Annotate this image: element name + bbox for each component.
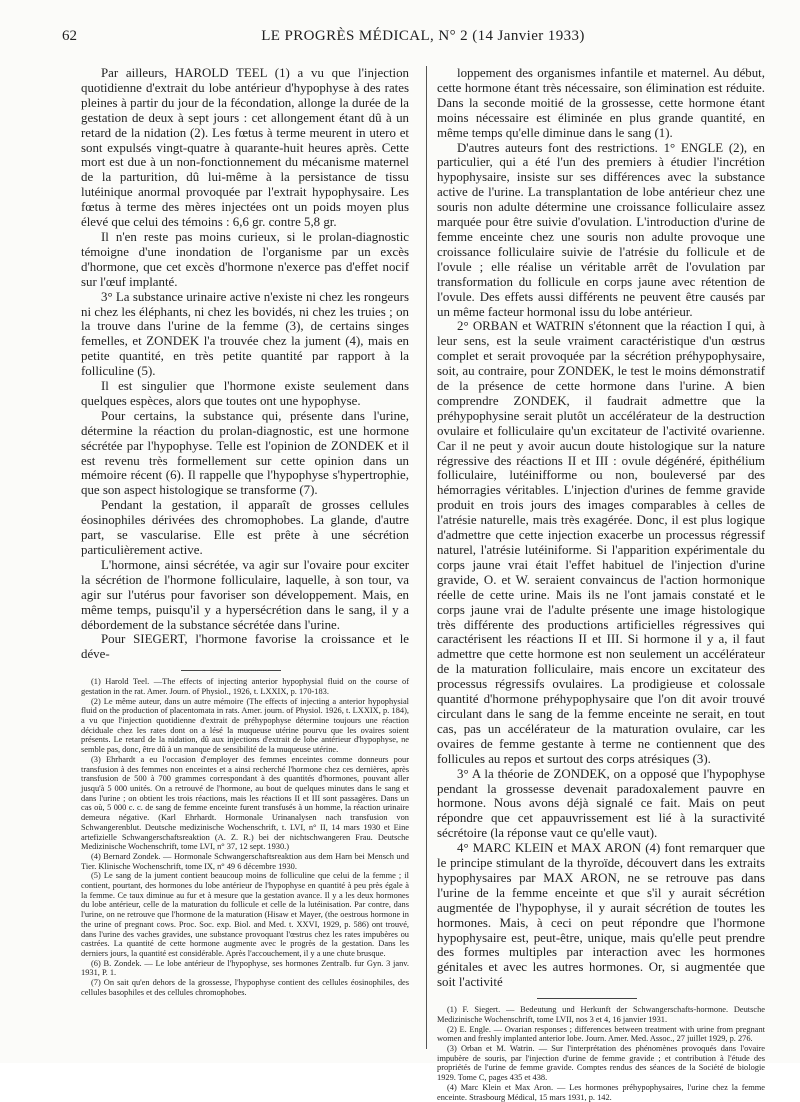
footnote: (2) E. Engle. — Ovarian responses ; differences between treatment with urine from pregnant women and freshly implanted anterior lobe. Journ. Amer. Med. Assoc., 27 juillet 1929, p. 276.	[437, 1024, 765, 1044]
paragraph: loppement des organismes infantile et maternel. Au début, cette hormone étant très nécessaire, son élimination est réduite. Dans la seconde moitié de la grossesse, cette hormone étant moins nécessaire est éliminée en plus grande quantité, en même temps qu'elle diminue dans le sang (1).	[437, 66, 765, 140]
footnote: (2) Le même auteur, dans un autre mémoire (The effects of injecting a anterior hypophysial fluid on the production of placentomata in rats. Amer. journ. of Physiol. 1926, t. LXXIX, p. 184), a vu que l'injection quotidienne d'extrait de préhypophyse détermine toujours une réaction déciduale chez les rates dont on a lésé la muqueuse utérine pourvu que les ovaires soient présents. Le retard de la nidation, dû aux injections d'extrait de lobe antérieur d'hypophyse, ne semble pas, donc, être dû à un manque de sensibilité de la muqueuse utérine.	[81, 696, 409, 755]
footnote: (4) Marc Klein et Max Aron. — Les hormones préhypophysaires, l'urine chez la femme enceinte. Strasbourg Médical, 15 mars 1931, p. 142.	[437, 1082, 765, 1102]
right-column-body	[437, 66, 765, 990]
running-title: LE PROGRÈS MÉDICAL, N° 2 (14 Janvier 1933)	[261, 28, 585, 44]
right-column	[437, 66, 765, 1102]
paragraph: Par ailleurs, HAROLD TEEL (1) a vu que l'injection quotidienne d'extrait du lobe antérieur d'hypophyse à des rates pleines à partir du jour de la fécondation, allonge la durée de la gestation de deux à sept jours : cet allongement étant dû à un retard de la nidation (2). Les fœtus à terme meurent in utero et sont expulsés vingt-quatre à quarante-huit heures après. Cette mort est due à un non-fonctionnement du mécanisme maternel de la parturition, dû lui-même à la persistance de tissu lutéinique anormal provoquée par l'extrait hypophysaire. Les fœtus à terme des mères injectées ont un poids moyen plus élevé que celui des témoins : 6,6 gr. contre 5,8 gr.	[81, 66, 409, 230]
left-footnotes	[81, 677, 409, 997]
paragraph: Il est singulier que l'hormone existe seulement dans quelques espèces, alors que toutes ont une hypophyse.	[81, 379, 409, 408]
footnote: (1) F. Siegert. — Bedeutung und Herkunft der Schwangerschafts-hormone. Deutsche Medizinische Wochenschrift, tome LVII, nos 3 et 4, 16 janvier 1931.	[437, 1005, 765, 1024]
paragraph: Pour SIEGERT, l'hormone favorise la croissance et le déve-	[81, 632, 409, 662]
paragraph: L'hormone, ainsi sécrétée, va agir sur l'ovaire pour exciter la sécrétion de l'hormone folliculaire, laquelle, à son tour, va agir sur l'utérus pour favoriser son développement. Mais, en même temps, puisqu'il y a hypersécrétion dans le sang, il y a débordement de la substance sécrétée dans l'urine.	[81, 557, 409, 632]
page-header	[62, 28, 784, 48]
footnote: (3) Ehrhardt a eu l'occasion d'employer des femmes enceintes comme donneurs pour transfusion à des femmes non enceintes et a ainsi recherché l'hormone chez ces dernières, après transfusion de 500 à 700 grammes correspondant à des quantités d'hormones, pouvant aller jusqu'à 5 000 unités. On a retrouvé de l'hormone, au bout de quelques minutes dans le sang et dans l'urine ; on obtient les trois réactions, mais les réactions II et III sont passagères. Dans un cas où, 5 000 c. c. de sang de femme enceinte furent transfusés à un homme, la réaction urinaire demeura négative. (Karl Ehrhardt. Hormonale Urinanalysen nach transfusion von Schwangerenblut. Deutsche medizinische Wochenschrift, t. LVI, n° II, 14 mars 1930 et Eine artefizielle Schwangerschaftsreaktion (A. Z. R.) bei der nichtschwangeren Frau. Deutsche Medizinische Wochenschrift, tome LVI, n° 37, 12 sept. 1930.)	[81, 754, 409, 852]
footnote-divider	[537, 998, 637, 999]
paragraph: 4° MARC KLEIN et MAX ARON (4) font remarquer que le principe stimulant de la thyroïde, découvert dans les extraits hypophysaires par MAX ARON, ne se retrouve pas dans l'urine de la femme enceinte et que s'il y aurait sécrétion augmentée de l'hypophyse, il y aurait sécrétion de toutes les hormones. Mais, à ceci on peut répondre que l'hormone hypophysaire est, peut-être, unique, mais qu'elle peut prendre des formes multiples par interaction avec les hormones génitales et avec les autres hormones. Or, si augmentée que soit l'activité	[437, 841, 765, 990]
paragraph: Pour certains, la substance qui, présente dans l'urine, détermine la réaction du prolan-diagnostic, est une hormone sécrétée par l'hypophyse. Telle est l'opinion de ZONDEK et il est revenu très formellement sur cette opinion dans un mémoire récent (6). Il rappelle que l'hypophyse s'hypertrophie, que son aspect histologique se transforme (7).	[81, 408, 409, 498]
column-divider	[426, 66, 427, 1049]
paragraph: D'autres auteurs font des restrictions. 1° ENGLE (2), en particulier, qui a été l'un des premiers à étudier l'incrétion hypophysaire, insiste sur ses différences avec la substance active de l'urine. La transplantation de lobe antérieur chez une souris non adulte détermine une croissance folliculaire assez marquée pour être suivie d'ovulation. L'introduction d'urine de femme enceinte chez une souris non adulte provoque une croissance folliculaire suivie de l'atrésie du follicule et de l'ovule ; elle réalise un véritable arrêt de l'ovulation par transformation du follicule en corps jaune avec rétention de l'ovule. Des effets aussi différents ne peuvent être causés par un même facteur hormonal issu du lobe antérieur.	[437, 140, 765, 319]
left-column	[81, 66, 409, 997]
right-footnotes	[437, 1005, 765, 1102]
page-number: 62	[62, 28, 77, 44]
footnote-divider	[181, 670, 281, 671]
paragraph: Pendant la gestation, il apparaît de grosses cellules éosinophiles dérivées des chromophobes. La glande, d'autre part, se vascularise. Elle est prête à une sécrétion particulièrement active.	[81, 498, 409, 557]
footnote: (3) Orban et M. Watrin. — Sur l'interprétation des phénomènes provoqués dans l'ovaire impubère de souris, par l'injection d'urine de femme gravide ; et contribution à l'étude des propriétés de l'urine de femme gravide. Comptes rendus des séances de la Société de biologie 1929. Tome C, pages 435 et 438.	[437, 1044, 765, 1083]
footnote: (1) Harold Teel. —The effects of injecting anterior hypophysial fluid on the course of gestation in the rat. Amer. Journ. of Physiol., 1926, t. LXXIX, p. 170-183.	[81, 677, 409, 696]
footnote: (6) B. Zondek. — Le lobe antérieur de l'hypophyse, ses hormones Zentralb. fur Gyn. 3 janv. 1931, P. 1.	[81, 958, 409, 978]
footnote: (4) Bernard Zondek. — Hormonale Schwangerschaftsreaktion aus dem Harn bei Mensch und Tier. Klinische Wochenschrift, tome IX, n° 49 6 décembre 1930.	[81, 851, 409, 871]
left-column-body	[81, 66, 409, 662]
paragraph: Il n'en reste pas moins curieux, si le prolan-diagnostic témoigne d'une inondation de l'organisme par un excès d'hormone, que cet excès d'hormone n'exerce pas d'effet nocif sur l'œuf implanté.	[81, 229, 409, 289]
paragraph: 3° La substance urinaire active n'existe ni chez les rongeurs ni chez les éléphants, ni chez les bovidés, ni chez les truies ; on la trouve dans l'urine de la femme (3), de certains singes femelles, et ZONDEK l'a trouvée chez la jument (4), mais en petite quantité, en très petite quantité par rapport à la folliculine (5).	[81, 289, 409, 379]
footnote: (5) Le sang de la jument contient beaucoup moins de folliculine que celui de la femme ; il contient, pourtant, des hormones du lobe antérieur de l'hypophyse en quantité à peu près égale à la femme. Ce taux diminue au fur et à mesure que la gestation avance. Il y a les deux hormones du lobe antérieur, celle de la maturation du follicule et celle de la lutéinisation. Par contre, dans l'urine, on ne retrouve que l'hormone de la maturation (Hisaw et Mayer, (the oestrous hormone in the urine of pregnant cows. Proc. Soc. exp. Biol. and Med. t. XXVI, 1929, p. 586) ont trouvé, dans l'urine des vaches gravides, une substance provoquant l'œstrus chez les rates impubères ou castrées. La quantité de cette hormone augmente avec le progrès de la gestation. Dans les derniers jours, la quantité est considérable. Après l'accouchement, il y a une chute brusque.	[81, 871, 409, 958]
footnote: (7) On sait qu'en dehors de la grossesse, l'hypophyse contient des cellules éosinophiles, des cellules basophiles et des cellules chromophobes.	[81, 978, 409, 997]
paragraph: 2° ORBAN et WATRIN s'étonnent que la réaction I qui, à leur sens, est la seule vraiment caractéristique d'un œstrus complet et serait provoquée par la sécrétion préhypophysaire, soit, au contraire, pour ZONDEK, le test le moins démonstratif de la présence de cette hormone dans l'urine. A bien comprendre ZONDEK, il faudrait admettre que la préhypophysine serait plutôt un accélérateur de la destruction ovulaire et folliculaire qu'un excitateur de l'activité ovarienne. Car il ne peut y avoir aucun doute histologique sur la nature régressive des réactions II et III : ovule dégénéré, épithélium folliculaire, lutéinifforme ou non, bouleversé par des hémorragies véritables. L'injection d'urines de femme gravide produit en trois jours des images comparables à celles de l'atrésie naturelle, mais très exagérée. Donc, il est plus logique d'admettre que cette injection exacerbe un processus régressif naturel, l'atrésie lutéiniforme. Si l'apparition expérimentale du corps jaune vrai était l'effet habituel de l'injection d'urine gravide, O. et W. seraient convaincus de l'action hormonique réelle de cette urine. Mais ils ne l'ont jamais constaté et le corps jaune vrai de l'adulte présente une image histologique très différente des productions artificielles régressives qui caractérisent les réactions II et III. Si hormone il y a, il faut admettre que cette hormone est non seulement un accélérateur de la maturation folliculaire, mais encore un excitateur des processus régressifs ovulaires. La prodigieuse et colossale quantité d'hormone préhypophysaire que l'on dit avoir trouvé circulant dans le sang de la femme enceinte ne serait, en tout cas, pas un accélérateur de la maturation ovulaire, car les ovaires de femme gestante à terme ne contiennent que des follicules au repos et surtout des corps atrésiques (3).	[437, 319, 765, 766]
paragraph: 3° A la théorie de ZONDEK, on a opposé que l'hypophyse pendant la grossesse devenait paradoxalement pauvre en hormone. Nous avons déjà signalé ce fait. Mais on peut répondre que cet appauvrissement est lié à la suractivité sécrétoire (la réponse vaut ce qu'elle vaut).	[437, 766, 765, 841]
